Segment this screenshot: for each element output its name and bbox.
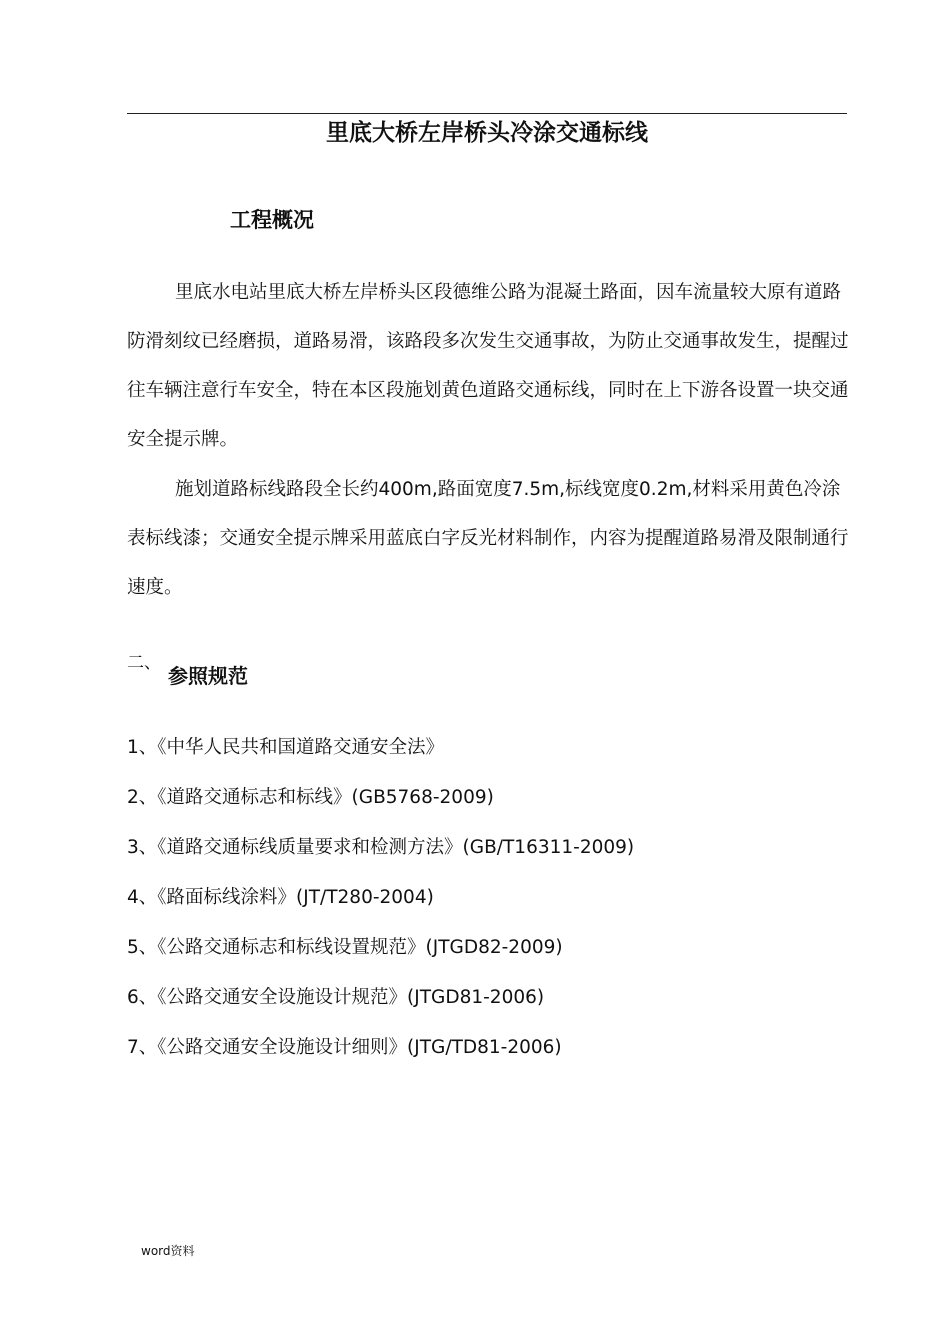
section-heading-overview: 工程概况 <box>230 208 314 232</box>
reference-item: 6、《公路交通安全设施设计规范》(JTGD81-2006) <box>127 987 545 1008</box>
reference-list <box>127 735 634 1085</box>
reference-item: 1、《中华人民共和国道路交通安全法》 <box>127 737 445 758</box>
paragraph-overview-1: 里底水电站里底大桥左岸桥头区段德维公路为混凝土路面，因车流量较大原有道路防滑刻纹已经磨损，道路易滑，该路段多次发生交通事故，为防止交通事故发生，提醒过往车辆注意行车安全，特在本区段施划黄色道路交通标线，同时在上下游各设置一块交通安全提示牌。 <box>127 282 849 450</box>
section-number: 二、 <box>127 653 161 673</box>
section-heading-references: 参照规范 <box>168 664 248 688</box>
reference-item: 7、《公路交通安全设施设计细则》(JTG/TD81-2006) <box>127 1037 562 1058</box>
header-rule <box>127 113 847 114</box>
reference-item: 5、《公路交通标志和标线设置规范》(JTGD82-2009) <box>127 937 563 958</box>
reference-item: 2、《道路交通标志和标线》(GB5768-2009) <box>127 787 494 808</box>
document-title: 里底大桥左岸桥头冷涂交通标线 <box>326 120 648 146</box>
reference-item: 3、《道路交通标线质量要求和检测方法》(GB/T16311-2009) <box>127 837 635 858</box>
reference-item: 4、《路面标线涂料》(JT/T280-2004) <box>127 887 434 908</box>
footer-label: word资料 <box>141 1244 195 1258</box>
paragraph-overview-2: 施划道路标线路段全长约400m,路面宽度7.5m,标线宽度0.2m,材料采用黄色冷涂表标线漆；交通安全提示牌采用蓝底白字反光材料制作，内容为提醒道路易滑及限制通行速度。 <box>127 479 849 598</box>
